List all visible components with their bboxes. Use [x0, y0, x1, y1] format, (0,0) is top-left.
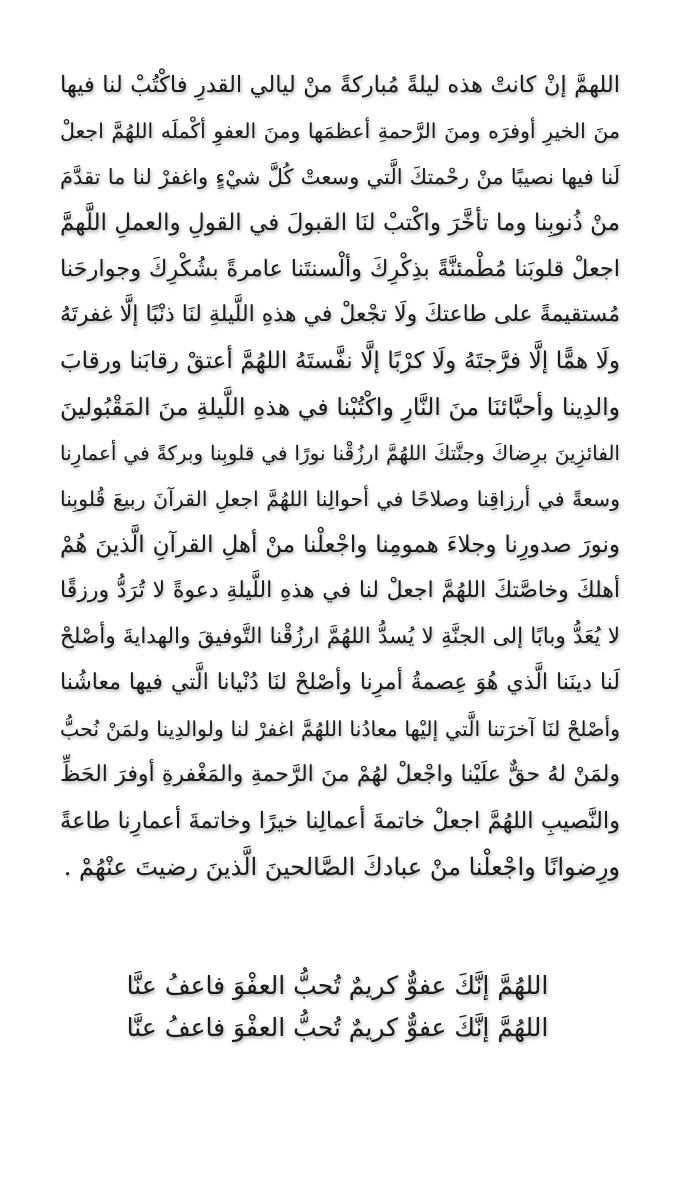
- dua-line: وسعةً في أرزاقِنا وصلاحًا في أحوالِنا اللهُمَّ اجعلِ القرآنَ ربيعَ قُلوبِنا: [60, 487, 620, 511]
- dua-paragraph: [60, 62, 620, 890]
- closing-verses: [0, 965, 675, 1049]
- closing-line: اللهُمَّ إنَّكَ عفوٌّ كريمٌ تُحبُّ العفْوَ فاعفُ عنَّا: [126, 971, 549, 1000]
- dua-line: لا يُعَدُّ وبابًا إلى الجنَّةِ لا يُسدُّ اللهُمَّ ارزُقْنا التَّوفيقَ والهدايةَ وأصْلحْ: [60, 624, 620, 649]
- dua-line: ونورَ صدورِنا وجلاءَ همومِنا واجْعلْنا منْ أهلِ القرآنِ الَّذينَ هُمْ: [60, 532, 620, 558]
- dua-line: ولَا همًّا إلَّا فرَّجتَهُ ولَا كرْبًا إلَّا نفَّستَهُ اللهُمَّ أعتقْ رقابَنا ورقابَ: [60, 348, 620, 374]
- dua-line: مُستقيمةً على طاعتكَ ولَا تجْعلْ في هذهِ اللَّيلةِ لنَا ذنْبًا إلَّا غفرتَهُ: [60, 302, 620, 327]
- dua-line: وأصْلحْ لنَا آخرَتنا الَّتي إليْها معادُنا اللهُمَّ اغفرْ لنا ولوالدِينا ولمَنْ نُحبُّ: [60, 717, 620, 741]
- dua-line: لَنا فيها نصيبًا منْ رحْمتكَ الَّتي وسعتْ كُلَّ شيْءٍ واغفرْ لنا ما تقدَّمَ: [60, 165, 620, 189]
- dua-line: والدِينا وأحبَّائنَا منَ النَّارِ واكْتُبْنا في هذهِ اللَّيلةِ منَ المَقْبُولينَ: [60, 393, 620, 421]
- dua-line: اجعلْ قلوبَنا مُطْمئنَّةً بذِكْرِكَ وألْسنتَنا عامرةً بشُكْرِكَ وجوارحَنا: [60, 256, 620, 282]
- dua-line: أهلكَ وخاصَّتكَ اللهُمَّ اجعلْ لنا في هذهِ اللَّيلةِ دعوةً لا تُرَدُّ ورزقًا: [60, 578, 620, 603]
- dua-line: الفائزِينَ برِضاكَ وجنَّتكَ اللهُمَّ ارزُقْنا نورًا في قلوبِنا وبركةً في أعمارِنا: [60, 441, 620, 465]
- dua-line: اللهمَّ إنْ كانتْ هذه ليلةً مُباركةً منْ ليالي القدرِ فاكْتُبْ لنا فيها: [60, 72, 620, 98]
- closing-line: اللهُمَّ إنَّكَ عفوٌّ كريمٌ تُحبُّ العفْوَ فاعفُ عنَّا: [126, 1013, 549, 1042]
- dua-line: منْ ذُنوبِنا وما تأخَّرَ واكْتبْ لنَا القبولَ في القولِ والعملِ اللَّهمَّ: [60, 210, 620, 236]
- dua-line: والنَّصيبِ اللهُمَّ اجعلْ خاتمةَ أعمالِنا خيرًا وخاتمةَ أعمارِنا طاعةً: [60, 808, 620, 834]
- dua-line: ولمَنْ لهُ حقٌّ علَيْنا واجْعلْ لهُمْ منَ الرَّحمةِ والمَغْفرةِ أوفرَ الحَظِّ: [60, 762, 620, 787]
- dua-line: منَ الخيرِ أوفرَه ومنَ الرَّحمةِ أعظمَها ومنَ العفوِ أكْملَه اللهُمَّ اجعلْ: [60, 119, 620, 143]
- dua-line: لَنا دينَنا الَّذي هُوَ عِصمةُ أمرِنا وأصْلحْ لنَا دُنْيانا الَّتي فيها معاشُنا: [60, 670, 620, 695]
- dua-line-last: ورِضوانًا واجْعلْنا منْ عبادكَ الصَّالحينَ الَّذينَ رضيتَ عنْهُمْ .: [63, 853, 620, 881]
